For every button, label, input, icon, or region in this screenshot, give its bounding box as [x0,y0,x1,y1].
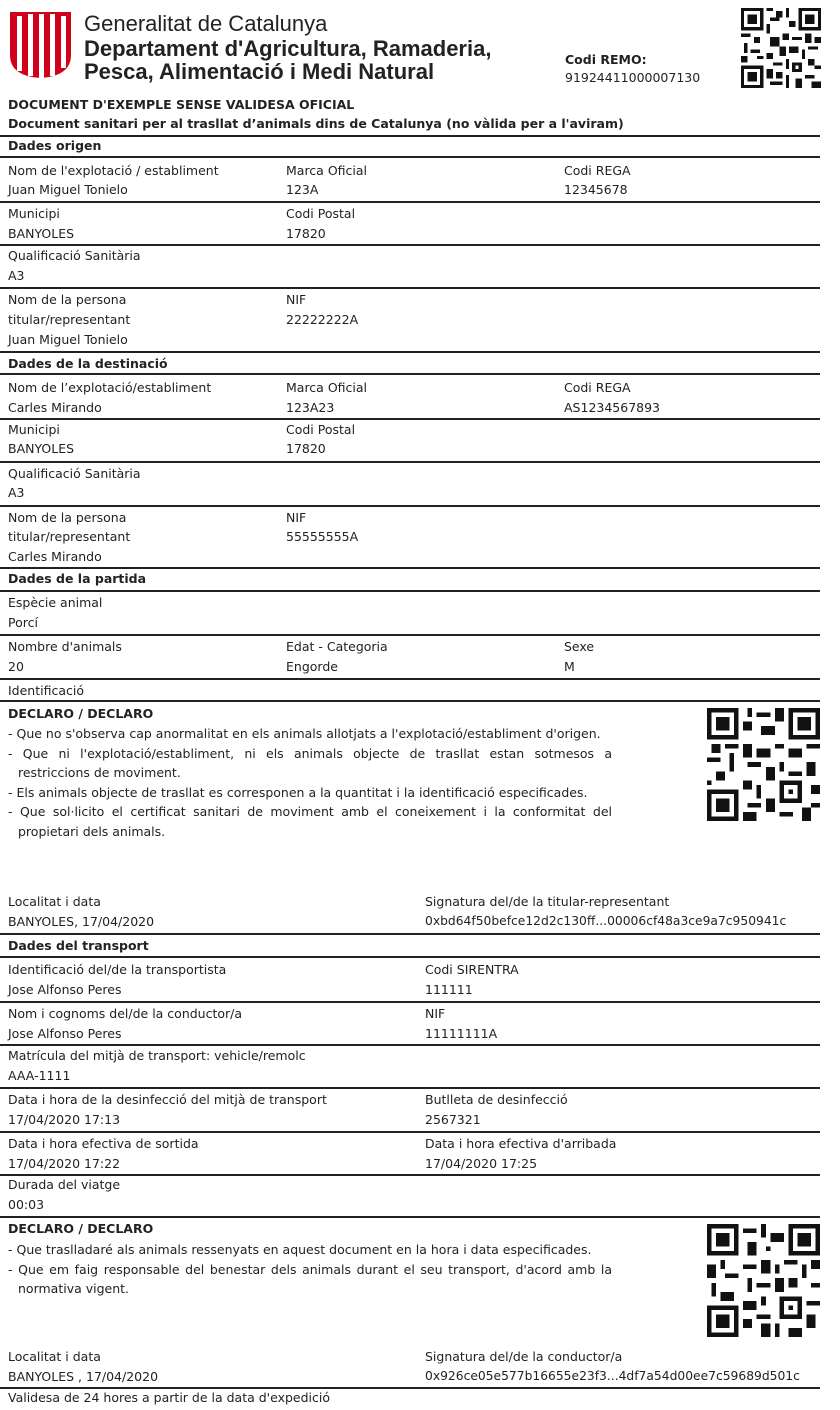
declaro-loc-value: BANYOLES, 17/04/2020 [8,914,155,929]
partida-sexe-value: M [564,659,575,674]
origen-municipi-value: BANYOLES [8,226,75,241]
declaro-item: - Els animals objecte de trasllat es corresponen a la quantitat i la identificació especificades. [8,784,588,800]
partida-especie-label: Espècie animal [8,595,103,610]
sample-note: DOCUMENT D'EXEMPLE SENSE VALIDESA OFICIAL [8,97,355,112]
department-name-line2: Pesca, Alimentació i Medi Natural [84,59,435,84]
divider [0,590,820,592]
transport-durada-label: Durada del viatge [8,1177,121,1192]
desti-cp-value: 17820 [286,441,326,456]
declaro-sig-label: Signatura del/de la titular-representant [425,894,670,909]
divider [0,1001,820,1003]
origen-qual-value: A3 [8,268,25,283]
declaro-sig-value: 0xbd64f50befce12d2c130ff...00006cf48a3ce9a7c950941c [425,914,787,928]
transport-nif-value: 11111111A [425,1026,498,1041]
divider [0,933,820,935]
transport-butlleta-label: Butlleta de desinfecció [425,1092,568,1107]
declaro-item: - Que no s'observa cap anormalitat en els animals allotjats a l'explotació/establiment d'origen. [8,726,601,741]
declaro-sig-label: Signatura del/de la conductor/a [425,1349,623,1364]
divider [0,244,820,246]
declaro-item: - Que traslladaré als animals ressenyats en aquest document en la hora i data especificades. [8,1242,592,1257]
transport-arribada-label: Data i hora efectiva d'arribada [425,1136,617,1151]
transport-durada-value: 00:03 [8,1197,45,1212]
divider [0,418,820,420]
desti-cp-label: Codi Postal [286,422,356,437]
partida-edat-value: Engorde [286,659,338,674]
remo-value: 91924411000007130 [565,70,701,85]
desti-nif-value: 55555555A [286,529,359,544]
transport-transportista-value: Jose Alfonso Peres [8,982,122,997]
origen-rega-value: 12345678 [564,182,628,197]
origen-nom-label: Nom de l'explotació / establiment [8,163,219,178]
transport-desinf-value: 17/04/2020 17:13 [8,1112,121,1127]
declaro-title: DECLARO / DECLARO [8,706,154,721]
divider [0,287,820,289]
declaro-item: - Que sol·licito el certificat sanitari de moviment amb el coneixement i la conformitat del propietari dels animals. [8,804,612,839]
transport-conductor-value: Jose Alfonso Peres [8,1026,122,1041]
origen-marca-label: Marca Oficial [286,163,368,178]
desti-municipi-value: BANYOLES [8,441,75,456]
divider [0,505,820,507]
section-title-transport: Dades del transport [8,938,149,953]
divider [0,351,820,353]
declaro-item: - Que ni l'explotació/establiment, ni els animals objecte de trasllat estan sotmesos a restriccions de moviment. [8,745,612,780]
origen-titular-value: Juan Miguel Tonielo [8,332,128,347]
desti-qual-label: Qualificació Sanitària [8,466,141,481]
declaro-list [8,1240,612,1299]
desti-nom-value: Carles Mirando [8,400,102,415]
document-title: Document sanitari per al trasllat d’animals dins de Catalunya (no vàlida per a l'aviram) [8,116,624,131]
origen-qual-label: Qualificació Sanitària [8,248,141,263]
section-title-partida: Dades de la partida [8,571,147,586]
declaro-loc-label: Localitat i data [8,894,101,909]
declaro-list [8,724,612,841]
origen-titular-label-2: titular/representant [8,312,131,327]
desti-titular-label-1: Nom de la persona [8,510,127,525]
partida-nombre-label: Nombre d'animals [8,639,122,654]
declaro-sig-value: 0x926ce05e577b16655e23f3...4df7a54d00ee7c59689d501c [425,1369,800,1383]
transport-sirentra-label: Codi SIRENTRA [425,962,519,977]
desti-qual-value: A3 [8,485,25,500]
desti-titular-value: Carles Mirando [8,549,102,564]
divider [0,1131,820,1133]
transport-transportista-label: Identificació del/de la transportista [8,962,227,977]
partida-edat-label: Edat - Categoria [286,639,388,654]
remo-label: Codi REMO: [565,52,647,67]
partida-nombre-value: 20 [8,659,24,674]
divider [0,1387,820,1389]
transport-nif-label: NIF [425,1006,446,1021]
origen-cp-label: Codi Postal [286,206,356,221]
generalitat-logo [8,10,73,80]
origen-nif-value: 22222222A [286,312,359,327]
origen-marca-value: 123A [286,182,319,197]
desti-nif-label: NIF [286,510,307,525]
origen-nif-label: NIF [286,292,307,307]
divider [0,567,820,569]
transport-matricula-value: AAA-1111 [8,1068,71,1083]
desti-nom-label: Nom de l’explotació/establiment [8,380,212,395]
transport-sirentra-value: 111111 [425,982,473,997]
desti-rega-label: Codi REGA [564,380,631,395]
org-name: Generalitat de Catalunya [84,11,328,36]
origen-cp-value: 17820 [286,226,326,241]
transport-sortida-label: Data i hora efectiva de sortida [8,1136,199,1151]
declaro-loc-value: BANYOLES , 17/04/2020 [8,1369,159,1384]
origen-rega-label: Codi REGA [564,163,631,178]
section-title-origen: Dades origen [8,138,102,153]
divider [0,373,820,375]
declaro-item: - Que em faig responsable del benestar dels animals durant el seu transport, d'acord amb la normativa vigent. [8,1261,612,1296]
partida-especie-value: Porcí [8,615,38,630]
divider [0,700,820,702]
desti-municipi-label: Municipi [8,422,60,437]
divider [0,956,820,958]
desti-rega-value: AS1234567893 [564,400,661,415]
department-name-line1: Departament d'Agricultura, Ramaderia, [84,36,492,61]
partida-sexe-label: Sexe [564,639,595,654]
qr-code-icon [707,1224,820,1337]
validity-note: Validesa de 24 hores a partir de la data d'expedició [8,1390,330,1405]
divider [0,1087,820,1089]
divider [0,156,820,158]
origen-nom-value: Juan Miguel Tonielo [8,182,128,197]
desti-titular-label-2: titular/representant [8,529,131,544]
divider [0,461,820,463]
divider [0,201,820,203]
divider [0,1044,820,1046]
transport-arribada-value: 17/04/2020 17:25 [425,1156,538,1171]
declaro-loc-label: Localitat i data [8,1349,101,1364]
desti-marca-value: 123A23 [286,400,335,415]
desti-marca-label: Marca Oficial [286,380,368,395]
declaro-title: DECLARO / DECLARO [8,1221,154,1236]
origen-titular-label-1: Nom de la persona [8,292,127,307]
qr-code-icon [741,8,821,88]
divider [0,634,820,636]
transport-matricula-label: Matrícula del mitjà de transport: vehicle/remolc [8,1048,306,1063]
transport-sortida-value: 17/04/2020 17:22 [8,1156,121,1171]
divider [0,1216,820,1218]
divider [0,135,820,137]
qr-code-icon [707,708,820,821]
transport-conductor-label: Nom i cognoms del/de la conductor/a [8,1006,243,1021]
origen-municipi-label: Municipi [8,206,60,221]
partida-ident-label: Identificació [8,683,85,698]
transport-butlleta-value: 2567321 [425,1112,481,1127]
divider [0,678,820,680]
transport-desinf-label: Data i hora de la desinfecció del mitjà de transport [8,1092,327,1107]
section-title-desti: Dades de la destinació [8,356,168,371]
divider [0,1174,820,1176]
